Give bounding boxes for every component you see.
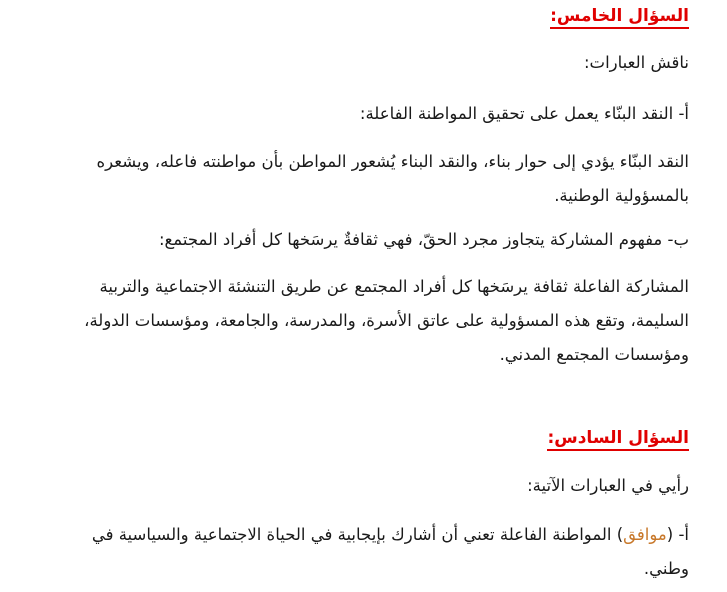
- question-6-item-a-label: أ- (: [666, 525, 689, 544]
- question-5-item-a-answer: النقد البنّاء يؤدي إلى حوار بناء، والنقد البناء يُشعور المواطن بأن مواطنته فاعله، ويشعره بالمسؤولية الوطنية.: [96, 152, 689, 205]
- question-5-heading-text: السؤال الخامس:: [550, 6, 689, 29]
- question-5-item-b-prompt: ب- مفهوم المشاركة يتجاوز مجرد الحقّ، فهي ثقافةٌ يرسَخها كل أفراد المجتمع:: [158, 230, 689, 249]
- question-5-item-a-prompt: أ- النقد البنّاء يعمل على تحقيق المواطنة الفاعلة:: [359, 104, 689, 123]
- question-6-heading-text: السؤال السادس:: [547, 428, 689, 451]
- question-6-item-a-label-close: ): [616, 525, 624, 544]
- question-5-item-b-answer: المشاركة الفاعلة ثقافة يرسَخها كل أفراد المجتمع عن طريق التنشئة الاجتماعية والتربية السليمة، وتقع هذه المسؤولية على عاتق الأسرة، والمدرسة، والجامعة، ومؤسسات الدولة، ومؤسسات المجتمع المدني.: [84, 277, 689, 364]
- question-6-instruction: رأيي في العبارات الآتية:: [527, 476, 689, 495]
- question-5-heading: [550, 6, 689, 26]
- question-6-heading: [547, 428, 689, 448]
- question-6-item-a: [69, 518, 689, 586]
- question-6-item-a-verdict: موافق: [623, 525, 667, 544]
- question-6-item-a-text: المواطنة الفاعلة تعني أن أشارك بإيجابية في الحياة الاجتماعية والسياسية في وطني.: [91, 525, 689, 578]
- question-5-instruction: ناقش العبارات:: [583, 53, 689, 72]
